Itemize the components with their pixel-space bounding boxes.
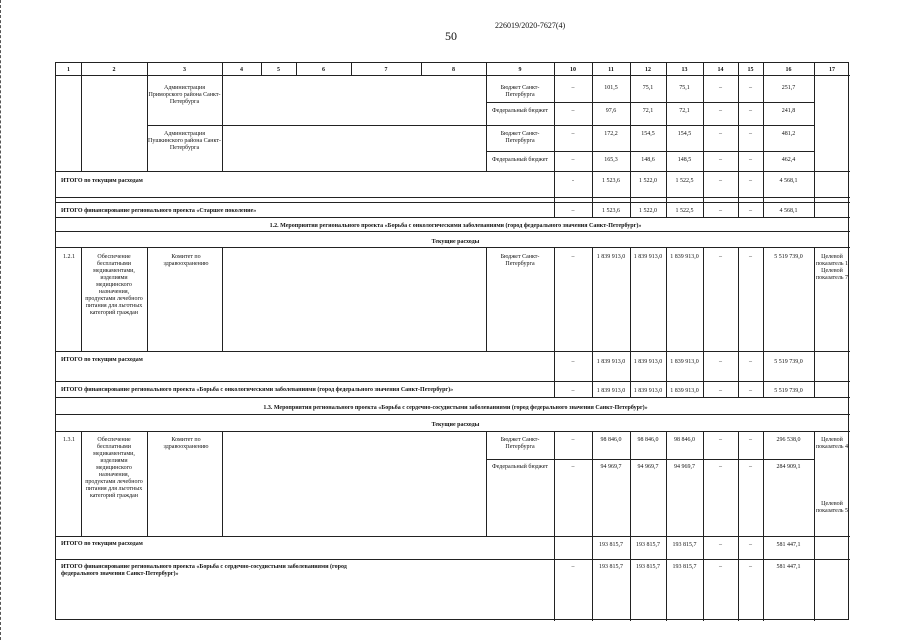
header-column-divider — [261, 63, 262, 75]
s13-row0-col-16: 296 538,0 — [776, 437, 801, 443]
header-column-divider — [592, 63, 593, 75]
s12-total-current-col-11: 1 839 913,0 — [596, 359, 626, 365]
column-divider — [738, 247, 739, 351]
s13-total-project-col-15: – — [749, 564, 752, 570]
s13-row1-col-15: – — [749, 464, 752, 470]
funding-source: Федеральный бюджет — [491, 108, 549, 114]
column-divider — [592, 536, 593, 621]
column-divider — [554, 75, 555, 171]
header-column-divider — [351, 63, 352, 75]
item-number: 1.2.1 — [63, 254, 75, 260]
item-description: Обеспечение бесплатными медикаментами, изделиями медицинского назначения, продуктами лечебного питания для льготных категорий граждан — [85, 437, 143, 499]
blocka-row0-col-12: 75,1 — [642, 85, 654, 91]
blocka-total-current-col-11: 1 523,6 — [602, 178, 620, 184]
column-divider — [554, 247, 555, 351]
blocka-row0-col-16: 251,7 — [781, 85, 796, 91]
column-header-12: 12 — [645, 67, 651, 73]
column-divider — [666, 247, 667, 351]
header-column-divider — [703, 63, 704, 75]
row-divider — [56, 217, 850, 218]
column-divider — [666, 536, 667, 621]
column-divider — [592, 171, 593, 217]
column-divider — [666, 171, 667, 217]
column-divider — [738, 171, 739, 217]
column-divider — [738, 75, 739, 171]
s12-total-project-col-11: 1 839 913,0 — [596, 388, 626, 394]
header-column-divider — [147, 63, 148, 75]
column-divider — [592, 247, 593, 351]
column-header-17: 17 — [829, 67, 835, 73]
s13-total-current-col-11: 193 815,7 — [599, 542, 623, 548]
column-header-3: 3 — [183, 67, 186, 73]
subsection-title: Текущие расходы — [431, 239, 480, 245]
s12-total-project-col-15: – — [749, 388, 752, 394]
blocka-total-project-col-14: – — [719, 208, 722, 214]
header-column-divider — [486, 63, 487, 75]
column-divider — [630, 171, 631, 217]
s12-total-project-col-13: 1 839 913,0 — [670, 388, 699, 394]
column-divider — [147, 247, 148, 351]
s12-total-project-col-12: 1 839 913,0 — [633, 388, 663, 394]
s13-total-current-col-15: – — [749, 542, 752, 548]
blocka-row0-col-15: – — [749, 85, 752, 91]
column-header-10: 10 — [570, 67, 576, 73]
s12-total-current-col-15: – — [749, 359, 752, 365]
s13-total-project-col-13: 193 815,7 — [672, 564, 697, 570]
column-divider — [738, 431, 739, 536]
column-header-16: 16 — [785, 67, 792, 73]
column-divider — [630, 536, 631, 621]
column-header-9: 9 — [518, 67, 522, 73]
blocka-total-current-col-14: – — [719, 178, 722, 184]
column-divider — [81, 247, 82, 351]
s12-row-col-12: 1 839 913,0 — [633, 254, 663, 260]
row-divider — [56, 536, 850, 537]
header-column-divider — [630, 63, 631, 75]
row-divider — [56, 431, 850, 432]
blocka-total-project-col-11: 1 523,6 — [602, 208, 620, 214]
target-indicator: Целевой показатель 5 — [815, 501, 849, 514]
subsection-title: Текущие расходы — [431, 422, 480, 428]
column-divider — [703, 536, 704, 621]
column-divider — [763, 247, 764, 351]
s12-row-col-11: 1 839 913,0 — [596, 254, 626, 260]
blocka-row3-col-14: – — [719, 157, 722, 163]
scan-edge — [0, 0, 5, 640]
column-divider — [554, 171, 555, 217]
blocka-total-project-col-13: 1 522,5 — [675, 208, 694, 214]
blocka-row2-col-16: 481,2 — [781, 131, 796, 137]
column-divider — [486, 247, 487, 351]
executor-org: Администрация Пушкинского района Санкт-Петербурга — [148, 131, 221, 151]
s13-row0-col-12: 98 846,0 — [637, 437, 659, 443]
column-header-13: 13 — [681, 67, 688, 73]
row-divider — [56, 202, 850, 203]
blocka-row2-col-14: – — [719, 131, 722, 137]
section-title: 1.3. Мероприятия регионального проекта «Борьба с сердечно-сосудистыми заболеваниями (город федерального значения Санкт-Петербург)» — [263, 405, 648, 411]
blocka-row1-col-12: 72,1 — [642, 108, 654, 114]
column-header-11: 11 — [608, 67, 614, 73]
column-divider — [222, 75, 223, 171]
row-divider — [56, 351, 850, 352]
column-divider — [630, 431, 631, 536]
header-column-divider — [296, 63, 297, 75]
target-indicator: Целевой показатель 1 Целевой показатель 7 — [815, 254, 849, 281]
s13-total-current-col-12: 193 815,7 — [636, 542, 660, 548]
item-description: Обеспечение бесплатными медикаментами, изделиями медицинского назначения, продуктами лечебного питания для льготных категорий граждан — [85, 254, 143, 316]
s13-total-current-col-13: 193 815,7 — [672, 542, 697, 548]
header-divider — [56, 75, 850, 76]
column-divider — [763, 536, 764, 621]
s13-row1-col-13: 94 969,7 — [674, 464, 695, 470]
column-divider — [666, 75, 667, 171]
row-divider — [56, 397, 850, 398]
column-divider — [554, 351, 555, 397]
s13-row0-col-13: 98 846,0 — [674, 437, 695, 443]
funding-source: Федеральный бюджет — [491, 464, 549, 470]
column-divider — [666, 431, 667, 536]
row-divider — [56, 247, 850, 248]
blocka-total-current-col-16: 4 568,1 — [779, 178, 798, 184]
column-divider — [814, 431, 815, 536]
column-divider — [763, 431, 764, 536]
executor-org: Администрация Приморского района Санкт-Петербурга — [148, 85, 221, 105]
column-divider — [554, 431, 555, 536]
s13-total-current-col-16: 581 447,1 — [776, 542, 801, 548]
blocka-row2-col-10: – — [571, 131, 575, 137]
s12-total-current-col-13: 1 839 913,0 — [670, 359, 699, 365]
document-number: 226019/2020-7627(4) — [495, 21, 566, 30]
blocka-row3-col-16: 462,4 — [781, 157, 796, 163]
s12-total-current-col-14: – — [719, 359, 722, 365]
header-column-divider — [666, 63, 667, 75]
column-header-15: 15 — [747, 67, 754, 73]
s13-row1-col-14: – — [719, 464, 722, 470]
column-divider — [81, 431, 82, 536]
row-divider — [486, 102, 814, 103]
total-current-label: ИТОГО по текущим расходам — [61, 541, 143, 547]
s13-total-current-col-14: – — [719, 542, 722, 548]
column-divider — [814, 75, 815, 171]
header-column-divider — [222, 63, 223, 75]
funding-source: Бюджет Санкт-Петербурга — [500, 437, 540, 450]
blocka-row1-col-14: – — [719, 108, 722, 114]
blocka-row1-col-10: – — [571, 108, 575, 114]
column-divider — [592, 351, 593, 397]
blocka-row1-col-11: 97,6 — [605, 108, 617, 114]
column-divider — [630, 351, 631, 397]
column-divider — [703, 75, 704, 171]
column-header-14: 14 — [717, 67, 724, 73]
header-column-divider — [738, 63, 739, 75]
column-divider — [814, 351, 815, 397]
s12-row-col-10: – — [571, 254, 575, 260]
column-divider — [738, 536, 739, 621]
s13-total-project-col-16: 581 447,1 — [776, 564, 801, 570]
s12-row-col-14: – — [719, 254, 722, 260]
total-project-label: ИТОГО финансирование регионального проекта «Старшее поколение» — [61, 208, 257, 214]
blocka-row3-col-11: 165,3 — [604, 157, 618, 163]
s13-total-project-col-14: – — [719, 564, 722, 570]
blocka-row3-col-15: – — [749, 157, 752, 163]
s13-row0-col-11: 98 846,0 — [600, 437, 622, 443]
blocka-row3-col-10: – — [571, 157, 575, 163]
column-divider — [592, 431, 593, 536]
s12-row-col-13: 1 839 913,0 — [670, 254, 699, 260]
column-divider — [554, 536, 555, 621]
blocka-total-project-col-10: – — [571, 208, 575, 214]
blocka-row2-col-15: – — [749, 131, 752, 137]
total-current-label: ИТОГО по текущим расходам — [61, 357, 143, 363]
column-divider — [666, 351, 667, 397]
column-divider — [814, 247, 815, 351]
column-divider — [222, 431, 223, 536]
funding-source: Федеральный бюджет — [491, 157, 549, 163]
s12-total-project-col-14: – — [719, 388, 722, 394]
column-divider — [147, 431, 148, 536]
row-divider — [56, 197, 850, 198]
column-divider — [763, 75, 764, 171]
column-divider — [814, 171, 815, 217]
s13-row0-col-14: – — [719, 437, 722, 443]
blocka-row1-col-15: – — [749, 108, 752, 114]
column-divider — [630, 247, 631, 351]
column-divider — [81, 75, 82, 171]
s12-row-col-15: – — [749, 254, 752, 260]
blocka-row0-col-11: 101,5 — [604, 85, 618, 91]
row-divider — [486, 459, 814, 460]
target-indicator: Целевой показатель 4 — [815, 437, 849, 450]
page-number: 50 — [445, 29, 457, 43]
column-divider — [738, 351, 739, 397]
s12-total-current-col-12: 1 839 913,0 — [633, 359, 663, 365]
header-column-divider — [763, 63, 764, 75]
total-project-label: ИТОГО финансирование регионального проекта «Борьба с онкологическими заболеваниями (город федерального значения Санкт-Петербург)» — [61, 387, 454, 393]
row-divider — [56, 414, 850, 415]
row-divider — [56, 381, 850, 382]
executor-org: Комитет по здравоохранению — [163, 254, 209, 267]
s12-total-project-col-16: 5 519 739,0 — [774, 388, 803, 394]
row-divider — [56, 559, 850, 560]
column-divider — [814, 536, 815, 621]
blocka-row2-col-13: 154,5 — [677, 131, 692, 137]
s13-row1-col-16: 284 909,1 — [776, 464, 801, 470]
s12-total-project-col-10: – — [571, 388, 575, 394]
s12-total-current-col-16: 5 519 739,0 — [774, 359, 803, 365]
s13-row1-col-10: – — [571, 464, 575, 470]
funding-source: Бюджет Санкт-Петербурга — [500, 85, 540, 98]
blocka-total-project-col-15: – — [749, 208, 752, 214]
column-divider — [703, 247, 704, 351]
total-project-label: ИТОГО финансирование регионального проекта «Борьба с сердечно-сосудистыми заболеваниями (город федерального значения Санкт-Петербург)» — [61, 564, 347, 577]
row-divider — [486, 151, 814, 152]
column-divider — [763, 171, 764, 217]
header-column-divider — [421, 63, 422, 75]
column-divider — [630, 75, 631, 171]
blocka-row0-col-10: – — [571, 85, 575, 91]
blocka-row3-col-13: 148,5 — [677, 157, 692, 163]
blocka-row2-col-11: 172,2 — [604, 131, 618, 137]
blocka-row3-col-12: 148,6 — [641, 157, 655, 163]
s13-row1-col-11: 94 969,7 — [600, 464, 622, 470]
blocka-row1-col-13: 72,1 — [679, 108, 690, 114]
header-column-divider — [814, 63, 815, 75]
funding-source: Бюджет Санкт-Петербурга — [500, 131, 540, 144]
s13-row1-col-12: 94 969,7 — [637, 464, 659, 470]
budget-table — [55, 62, 849, 620]
s13-total-project-col-12: 193 815,7 — [636, 564, 660, 570]
column-header-6: 6 — [322, 67, 325, 73]
section-title: 1.2. Мероприятия регионального проекта «Борьба с онкологическими заболеваниями (город федерального значения Санкт-Петербург)» — [269, 223, 642, 229]
column-header-5: 5 — [277, 67, 280, 73]
column-divider — [486, 431, 487, 536]
blocka-total-current-col-12: 1 522,0 — [639, 178, 657, 184]
column-divider — [703, 431, 704, 536]
row-divider — [147, 125, 814, 126]
s13-total-project-col-11: 193 815,7 — [599, 564, 623, 570]
blocka-row1-col-16: 241,8 — [781, 108, 796, 114]
row-divider — [56, 171, 850, 172]
s13-row0-col-10: – — [571, 437, 575, 443]
s13-row0-col-15: – — [749, 437, 752, 443]
blocka-row2-col-12: 154,5 — [641, 131, 655, 137]
column-divider — [703, 171, 704, 217]
s12-row-col-16: 5 519 739,0 — [774, 254, 803, 260]
blocka-total-current-col-10: - — [572, 178, 574, 184]
header-column-divider — [554, 63, 555, 75]
column-header-2: 2 — [112, 67, 116, 73]
column-header-8: 8 — [452, 67, 455, 73]
column-divider — [486, 75, 487, 171]
column-divider — [763, 351, 764, 397]
column-divider — [222, 247, 223, 351]
blocka-row0-col-14: – — [719, 85, 722, 91]
column-header-7: 7 — [384, 67, 388, 73]
blocka-row0-col-13: 75,1 — [679, 85, 690, 91]
funding-source: Бюджет Санкт-Петербурга — [500, 254, 540, 267]
blocka-total-current-col-13: 1 522,5 — [675, 178, 694, 184]
blocka-total-current-col-15: – — [749, 178, 752, 184]
column-divider — [592, 75, 593, 171]
blocka-total-project-col-16: 4 568,1 — [779, 208, 798, 214]
header-column-divider — [81, 63, 82, 75]
blocka-total-project-col-12: 1 522,0 — [639, 208, 657, 214]
column-header-1: 1 — [67, 67, 70, 73]
executor-org: Комитет по здравоохранению — [163, 437, 209, 450]
item-number: 1.3.1 — [63, 437, 75, 443]
total-current-label: ИТОГО по текущим расходам — [61, 178, 143, 184]
s13-total-project-col-10: – — [571, 564, 575, 570]
column-header-4: 4 — [240, 67, 243, 73]
row-divider — [56, 231, 850, 232]
column-divider — [147, 75, 148, 171]
column-divider — [703, 351, 704, 397]
s12-total-current-col-10: – — [571, 359, 575, 365]
